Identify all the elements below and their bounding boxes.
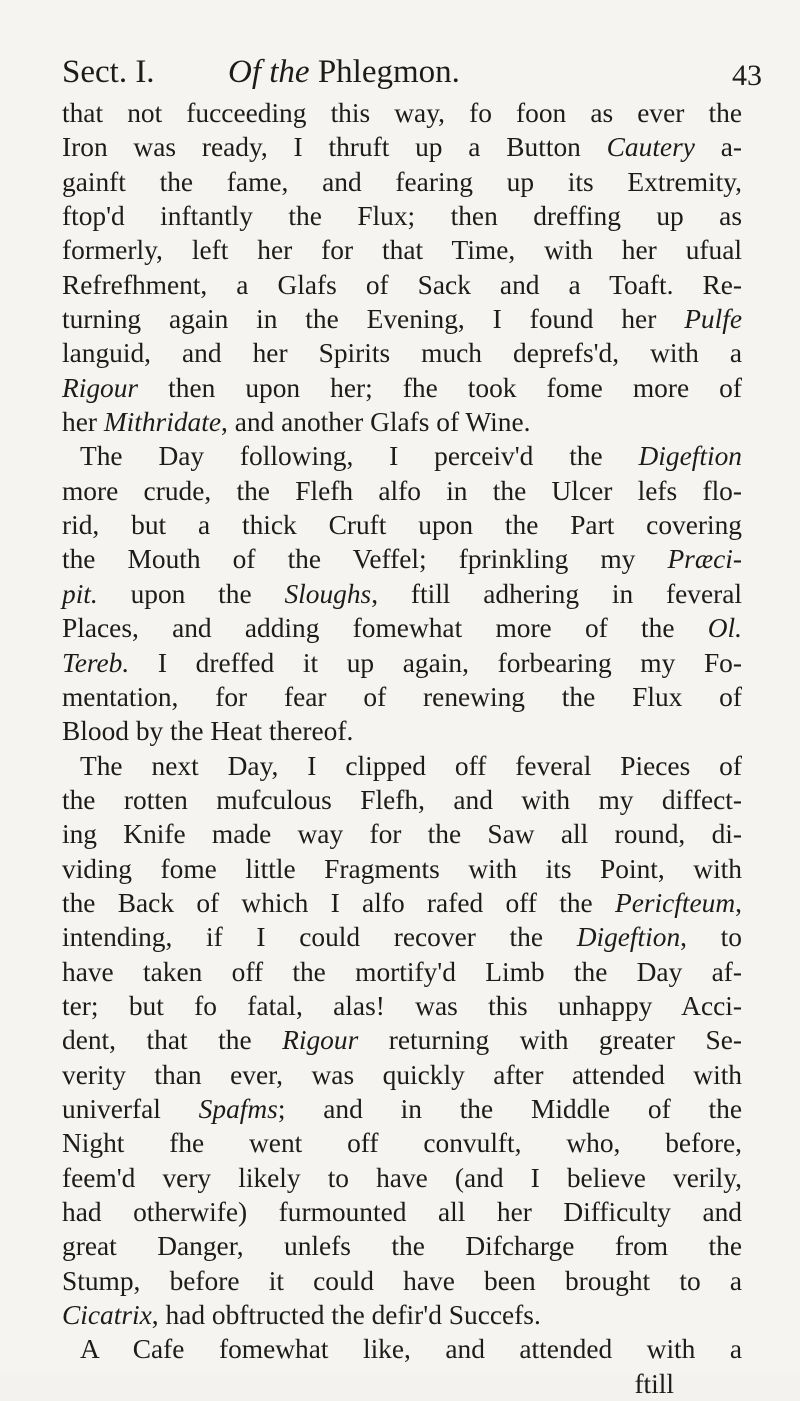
text-line — [62, 1023, 742, 1057]
text-line — [62, 817, 742, 851]
running-header — [62, 52, 762, 92]
text-line — [62, 783, 742, 817]
text-run: returning with greater Se- — [358, 1025, 742, 1056]
text-run: Stump, before it could have been brought to a — [62, 1265, 742, 1296]
text-run: ; and in the Middle of the — [277, 1093, 742, 1124]
text-line — [62, 646, 742, 680]
text-run: her — [62, 407, 104, 438]
text-line — [62, 1058, 742, 1092]
text-run: The Day following, I perceiv'd the — [80, 441, 639, 472]
text-run: turning again in the Evening, I found her — [62, 304, 685, 335]
text-run: mentation, for fear of renewing the Flux of — [62, 681, 742, 712]
text-run: univerfal — [62, 1093, 199, 1124]
italic-term: Pulfe — [684, 304, 742, 335]
chapter-title — [228, 52, 460, 92]
italic-term: Cautery — [606, 132, 695, 163]
text-line — [62, 199, 742, 233]
text-run: I dreffed it up again, forbearing my Fo- — [129, 647, 742, 678]
text-run: dent, that the — [62, 1025, 283, 1056]
text-line — [62, 611, 742, 645]
text-run: had otherwife) furmounted all her Difficulty and — [62, 1197, 742, 1227]
italic-term: Præci- — [667, 544, 742, 575]
text-run: Places, and adding fomewhat more of the — [62, 613, 708, 644]
text-run: great Danger, unlefs the Difcharge from the — [62, 1231, 742, 1262]
text-line — [62, 474, 742, 508]
text-line — [62, 1264, 742, 1298]
text-run: a- — [694, 132, 742, 163]
text-run: upon the — [97, 578, 285, 609]
text-run: , — [735, 887, 742, 918]
text-run: Refrefhment, a Glafs of Sack and a Toaft. Re- — [62, 269, 742, 300]
text-run: have taken off the mortify'd Limb the Day af- — [62, 956, 742, 987]
text-line — [62, 920, 742, 954]
text-line — [62, 1229, 742, 1263]
text-run: viding fome little Fragments with its Point, with — [62, 853, 742, 884]
text-line — [62, 886, 742, 920]
text-run: the Back of which I alfo rafed off the — [62, 887, 615, 918]
text-run: verity than ever, was quickly after attended with — [62, 1059, 742, 1090]
text-run: feem'd very likely to have (and I believe verily, — [62, 1162, 742, 1193]
text-line — [62, 508, 742, 542]
italic-term: Digeftion — [638, 441, 742, 472]
text-run: that not fucceeding this way, fo foon as ever the — [62, 98, 742, 128]
text-line — [62, 1161, 742, 1195]
italic-term: Sloughs — [284, 578, 372, 609]
italic-term: Spafms — [198, 1093, 278, 1124]
text-run: languid, and her Spirits much deprefs'd, with a — [62, 338, 742, 369]
text-line — [62, 302, 742, 336]
text-line — [62, 336, 742, 370]
text-line — [62, 233, 742, 267]
italic-term: pit. — [62, 578, 98, 609]
text-line — [62, 371, 742, 405]
italic-term: Tereb. — [62, 647, 130, 678]
text-run: , ftill adhering in feveral — [371, 578, 743, 609]
text-run: The next Day, I clipped off feveral Pieces of — [80, 750, 742, 781]
text-run: A Cafe fomewhat like, and attended with a — [80, 1334, 742, 1365]
text-line — [62, 680, 742, 714]
text-run: rid, but a thick Cruft upon the Part covering — [62, 510, 742, 541]
text-run: more crude, the Flefh alfo in the Ulcer lefs flo- — [62, 475, 742, 506]
text-run: intending, if I could recover the — [62, 922, 577, 953]
text-line — [62, 989, 742, 1023]
text-run: Iron was ready, I thruft up a Button — [62, 132, 607, 163]
text-run: the rotten mufculous Flefh, and with my diffect- — [62, 784, 742, 815]
text-line — [62, 714, 742, 748]
text-run: Blood by the Heat thereof. — [62, 716, 354, 747]
text-line — [62, 542, 742, 576]
text-run: Night fhe went off convulft, who, before, — [62, 1128, 742, 1159]
text-run: formerly, left her for that Time, with her ufual — [62, 235, 742, 266]
text-run: ftill — [634, 1368, 674, 1399]
italic-term: Ol. — [707, 613, 742, 644]
text-run: gainft the fame, and fearing up its Extremity, — [62, 166, 742, 197]
text-line — [62, 1092, 742, 1126]
chapter-title-rest: Phlegmon. — [309, 54, 460, 90]
section-label: Sect. I. — [62, 54, 155, 90]
text-run: , had obftructed the defir'd Succefs. — [151, 1300, 541, 1331]
text-line — [62, 1332, 742, 1366]
italic-term: Cicatrix — [62, 1300, 152, 1331]
body-text — [62, 96, 742, 1401]
italic-term: Rigour — [62, 372, 139, 403]
text-line — [62, 1298, 742, 1332]
text-line — [62, 1126, 742, 1160]
page-number: 43 — [732, 59, 762, 92]
text-run: ing Knife made way for the Saw all round, di- — [62, 819, 742, 850]
italic-term: Digeftion — [576, 922, 681, 953]
text-line — [62, 852, 742, 886]
text-line — [62, 130, 742, 164]
text-line — [62, 1195, 742, 1229]
text-line — [62, 268, 742, 302]
text-line — [62, 96, 742, 130]
text-run: the Mouth of the Veffel; fprinkling my — [62, 544, 668, 575]
text-run: then upon her; fhe took fome more of — [138, 372, 742, 403]
text-line — [62, 577, 742, 611]
text-run: , to — [680, 922, 742, 953]
text-run: ftop'd inftantly the Flux; then dreffing up as — [62, 201, 742, 232]
italic-term: Pericfteum — [614, 887, 736, 918]
text-line — [62, 439, 742, 473]
italic-term: Rigour — [282, 1025, 359, 1056]
catchword — [62, 1367, 742, 1401]
text-line — [62, 955, 742, 989]
text-run: , and another Glafs of Wine. — [221, 407, 531, 438]
chapter-title-italic: Of the — [228, 54, 310, 90]
text-run: ter; but fo fatal, alas! was this unhappy Acci- — [62, 990, 742, 1021]
text-line — [62, 405, 742, 439]
text-line — [62, 749, 742, 783]
italic-term: Mithridate — [103, 407, 221, 438]
text-line — [62, 165, 742, 199]
